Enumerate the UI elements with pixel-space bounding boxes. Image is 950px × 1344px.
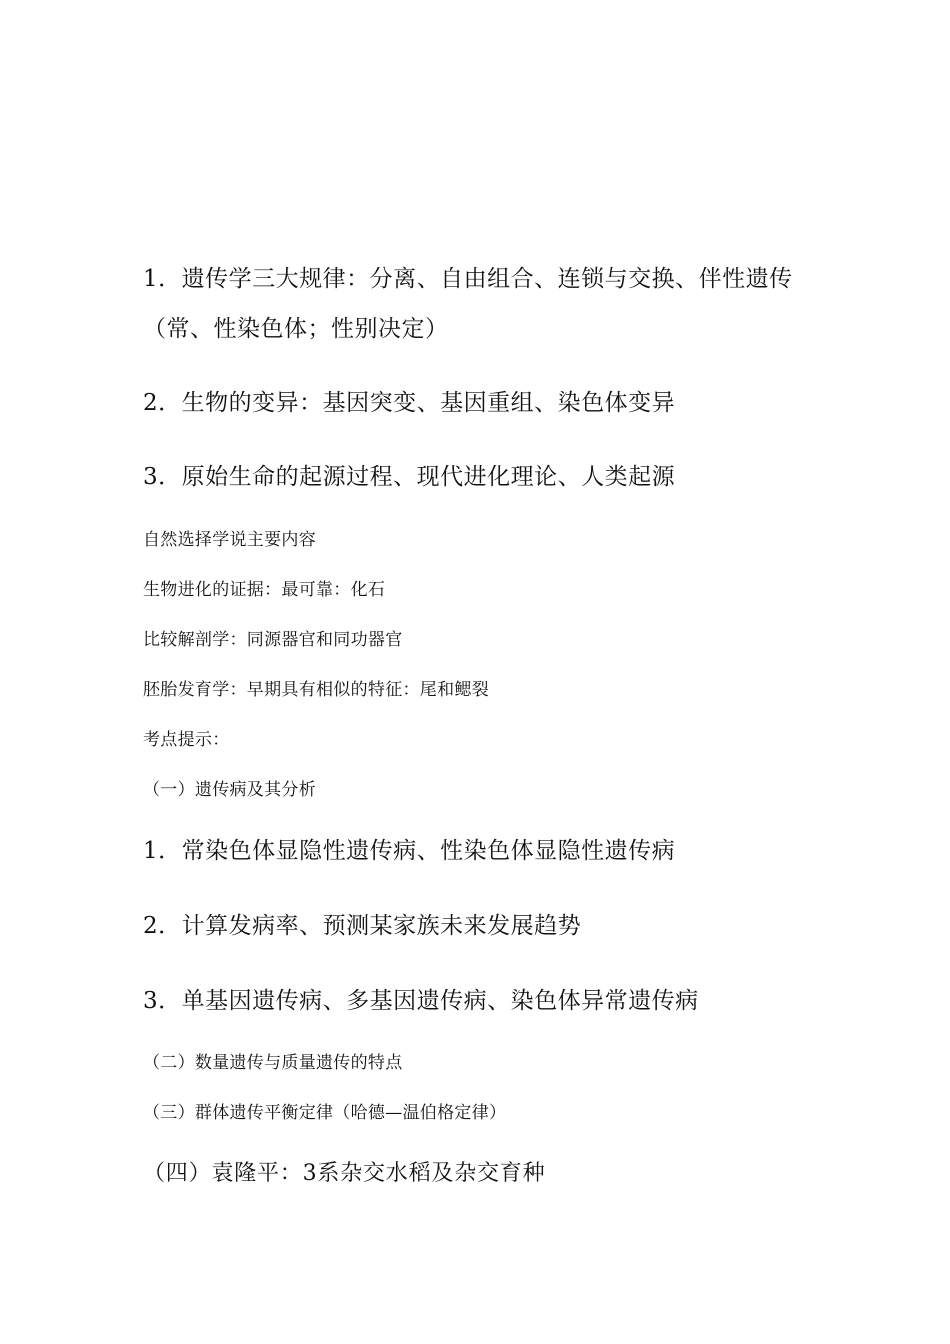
origin-of-life-line: 3．原始生命的起源过程、现代进化理论、人类起源 xyxy=(143,464,676,490)
chromosome-disease-line: 1．常染色体显隐性遗传病、性染色体显隐性遗传病 xyxy=(143,838,676,864)
genetics-laws-line: 1．遗传学三大规律：分离、自由组合、连锁与交换、伴性遗传 xyxy=(143,266,793,292)
hereditary-disease-heading: （一）遗传病及其分析 xyxy=(143,780,316,800)
exam-tips-heading: 考点提示： xyxy=(143,730,230,750)
evolution-evidence-line: 生物进化的证据：最可靠：化石 xyxy=(143,580,386,600)
variation-line: 2．生物的变异：基因突变、基因重组、染色体变异 xyxy=(143,390,676,416)
hardy-weinberg-heading: （三）群体遗传平衡定律（哈德—温伯格定律） xyxy=(143,1103,507,1123)
incidence-line: 2．计算发病率、预测某家族未来发展趋势 xyxy=(143,913,582,939)
embryology-line: 胚胎发育学：早期具有相似的特征：尾和鳃裂 xyxy=(143,680,489,700)
quantitative-genetics-heading: （二）数量遗传与质量遗传的特点 xyxy=(143,1053,403,1073)
natural-selection-line: 自然选择学说主要内容 xyxy=(143,530,316,550)
hybrid-rice-heading: （四）袁隆平：3系杂交水稻及杂交育种 xyxy=(143,1161,546,1186)
disease-types-line: 3．单基因遗传病、多基因遗传病、染色体异常遗传病 xyxy=(143,988,699,1014)
sex-chromosome-line: （常、性染色体；性别决定） xyxy=(143,316,449,342)
comparative-anatomy-line: 比较解剖学：同源器官和同功器官 xyxy=(143,630,403,650)
